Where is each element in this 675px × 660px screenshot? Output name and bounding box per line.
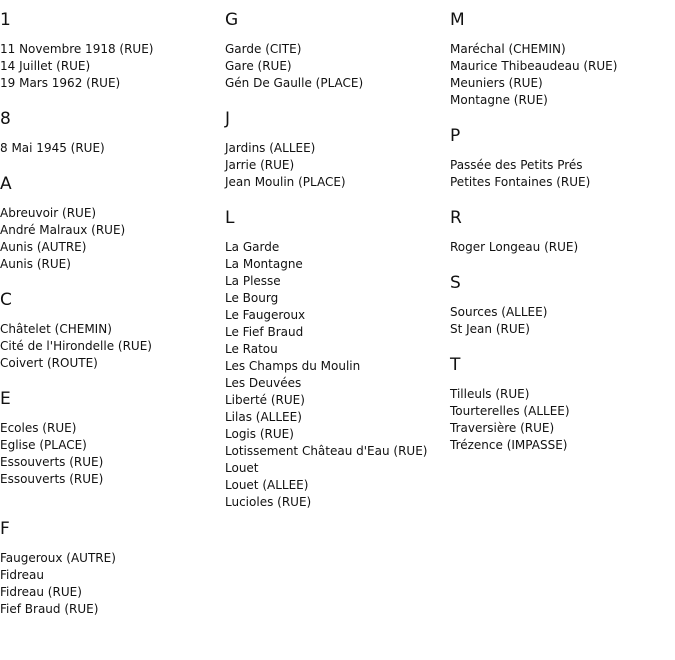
street-list xyxy=(450,41,670,109)
street-item: Essouverts (RUE) xyxy=(0,455,104,469)
letter-heading: M xyxy=(450,10,465,30)
street-item: Petites Fontaines (RUE) xyxy=(450,175,591,189)
letter-group xyxy=(225,10,445,92)
street-item: 11 Novembre 1918 (RUE) xyxy=(0,42,154,56)
street-item: Lilas (ALLEE) xyxy=(225,410,302,424)
group-spacer xyxy=(225,191,445,208)
street-item: Abreuvoir (RUE) xyxy=(0,206,97,220)
group-spacer xyxy=(450,338,670,355)
street-item: Traversière (RUE) xyxy=(450,421,555,435)
letter-group xyxy=(0,519,220,618)
street-item: Trézence (IMPASSE) xyxy=(450,438,568,452)
street-item: Le Bourg xyxy=(225,291,279,305)
letter-heading: J xyxy=(225,109,231,129)
street-item: Meuniers (RUE) xyxy=(450,76,543,90)
street-list xyxy=(225,239,445,511)
street-list xyxy=(0,321,220,372)
street-list xyxy=(450,304,670,338)
street-item: Louet (ALLEE) xyxy=(225,478,309,492)
street-item: 14 Juillet (RUE) xyxy=(0,59,91,73)
index-column-1 xyxy=(0,10,220,618)
street-item: Lotissement Château d'Eau (RUE) xyxy=(225,444,428,458)
group-spacer xyxy=(0,157,220,174)
street-item: Cité de l'Hirondelle (RUE) xyxy=(0,339,152,353)
street-item: Jean Moulin (PLACE) xyxy=(225,175,346,189)
letter-heading: P xyxy=(450,126,461,146)
street-item: Montagne (RUE) xyxy=(450,93,548,107)
street-item: Gare (RUE) xyxy=(225,59,292,73)
street-list xyxy=(225,41,445,92)
letter-heading: E xyxy=(0,389,11,409)
street-item: 19 Mars 1962 (RUE) xyxy=(0,76,121,90)
street-item: Le Fief Braud xyxy=(225,325,304,339)
street-list xyxy=(0,550,220,618)
street-list xyxy=(0,420,220,488)
street-item: Eglise (PLACE) xyxy=(0,438,87,452)
letter-group xyxy=(450,273,670,338)
group-spacer xyxy=(450,191,670,208)
street-item: Garde (CITE) xyxy=(225,42,302,56)
street-list xyxy=(0,205,220,273)
street-item: Fief Braud (RUE) xyxy=(0,602,99,616)
index-column-3 xyxy=(450,10,670,454)
letter-group xyxy=(450,126,670,191)
street-item: Gén De Gaulle (PLACE) xyxy=(225,76,364,90)
letter-heading: L xyxy=(225,208,235,228)
letter-group xyxy=(225,208,445,511)
street-item: Aunis (RUE) xyxy=(0,257,71,271)
street-item: La Garde xyxy=(225,240,280,254)
street-item: Louet xyxy=(225,461,259,475)
letter-heading: S xyxy=(450,273,461,293)
group-spacer xyxy=(0,273,220,290)
group-spacer xyxy=(0,372,220,389)
index-column-2 xyxy=(225,10,445,511)
letter-group xyxy=(450,10,670,109)
street-item: Ecoles (RUE) xyxy=(0,421,77,435)
street-item: Logis (RUE) xyxy=(225,427,294,441)
street-item: St Jean (RUE) xyxy=(450,322,530,336)
street-item: Lucioles (RUE) xyxy=(225,495,312,509)
letter-heading: 8 xyxy=(0,109,11,129)
street-item: Sources (ALLEE) xyxy=(450,305,548,319)
street-item: Fidreau xyxy=(0,568,44,582)
group-spacer xyxy=(450,109,670,126)
street-item: La Plesse xyxy=(225,274,281,288)
street-list xyxy=(0,41,220,92)
group-spacer xyxy=(0,488,220,519)
street-list xyxy=(450,386,670,454)
street-item: Tilleuls (RUE) xyxy=(450,387,530,401)
street-item: Tourterelles (ALLEE) xyxy=(450,404,570,418)
street-item: Le Ratou xyxy=(225,342,278,356)
street-item: Faugeroux (AUTRE) xyxy=(0,551,116,565)
street-item: Roger Longeau (RUE) xyxy=(450,240,579,254)
letter-group xyxy=(0,109,220,157)
street-list xyxy=(450,239,670,256)
letter-heading: 1 xyxy=(0,10,11,30)
letter-group xyxy=(450,208,670,256)
group-spacer xyxy=(450,256,670,273)
letter-heading: C xyxy=(0,290,12,310)
street-item: Essouverts (RUE) xyxy=(0,472,104,486)
letter-group xyxy=(0,389,220,488)
street-list xyxy=(225,140,445,191)
street-item: Aunis (AUTRE) xyxy=(0,240,87,254)
letter-heading: G xyxy=(225,10,239,30)
street-list xyxy=(450,157,670,191)
street-item: Maréchal (CHEMIN) xyxy=(450,42,566,56)
letter-group xyxy=(0,290,220,372)
street-item: Le Faugeroux xyxy=(225,308,306,322)
street-item: Châtelet (CHEMIN) xyxy=(0,322,112,336)
street-item: 8 Mai 1945 (RUE) xyxy=(0,141,105,155)
street-item: Jarrie (RUE) xyxy=(225,158,295,172)
street-item: Coivert (ROUTE) xyxy=(0,356,98,370)
street-list xyxy=(0,140,220,157)
group-spacer xyxy=(225,92,445,109)
letter-group xyxy=(225,109,445,191)
letter-heading: T xyxy=(450,355,461,375)
letter-heading: F xyxy=(0,519,10,539)
letter-group xyxy=(0,10,220,92)
street-item: La Montagne xyxy=(225,257,303,271)
letter-group xyxy=(0,174,220,273)
street-item: André Malraux (RUE) xyxy=(0,223,126,237)
street-item: Les Champs du Moulin xyxy=(225,359,361,373)
letter-group xyxy=(450,355,670,454)
group-spacer xyxy=(0,92,220,109)
street-item: Fidreau (RUE) xyxy=(0,585,82,599)
street-item: Les Deuvées xyxy=(225,376,302,390)
letter-heading: A xyxy=(0,174,12,194)
letter-heading: R xyxy=(450,208,462,228)
street-item: Jardins (ALLEE) xyxy=(225,141,316,155)
street-item: Maurice Thibeaudeau (RUE) xyxy=(450,59,618,73)
street-item: Liberté (RUE) xyxy=(225,393,305,407)
street-item: Passée des Petits Prés xyxy=(450,158,583,172)
